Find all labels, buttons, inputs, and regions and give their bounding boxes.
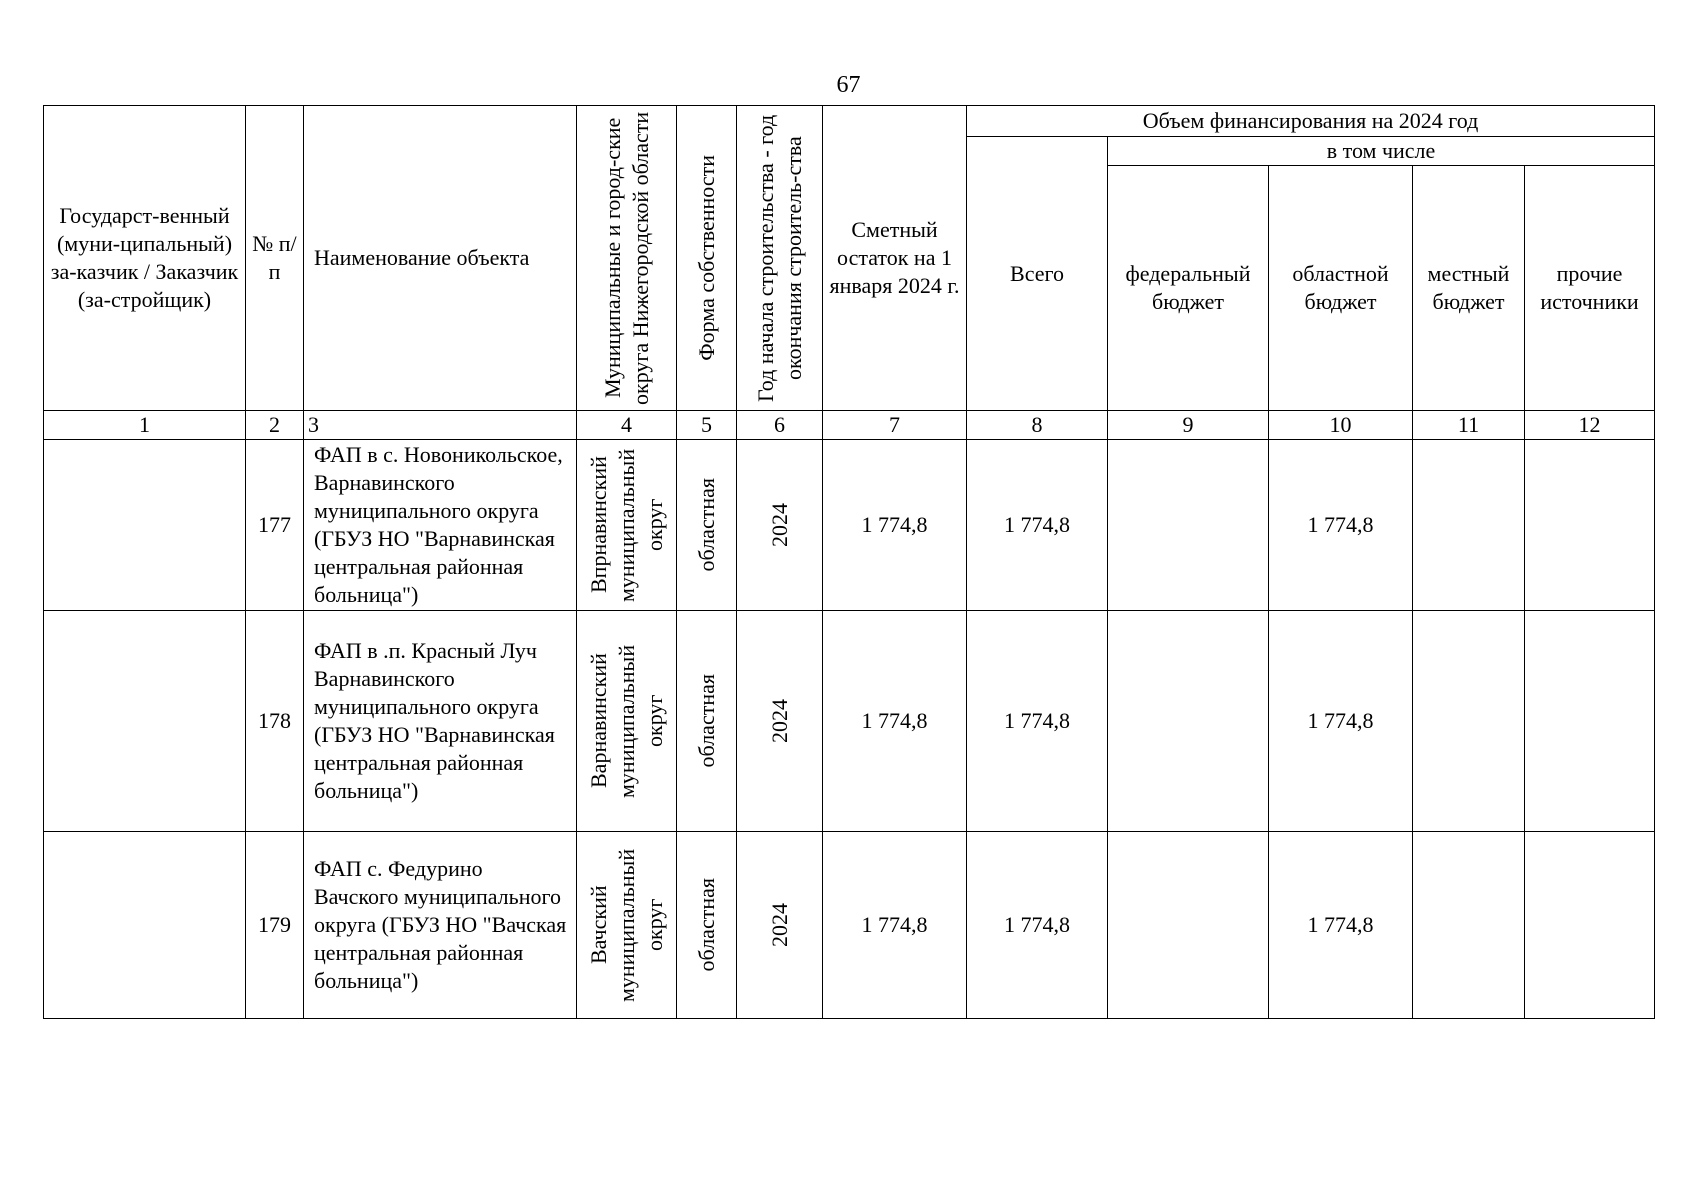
cell-total: 1 774,8 xyxy=(967,832,1108,1019)
column-number: 4 xyxy=(577,411,677,440)
cell-years xyxy=(737,440,823,611)
financing-table xyxy=(43,105,1655,1019)
cell-ownership-text: областная xyxy=(693,478,719,572)
column-number: 7 xyxy=(823,411,967,440)
cell-estimate-balance: 1 774,8 xyxy=(823,440,967,611)
cell-regional: 1 774,8 xyxy=(1269,440,1413,611)
cell-local xyxy=(1413,832,1525,1019)
cell-customer xyxy=(44,611,246,832)
table-row xyxy=(44,611,1655,832)
cell-years xyxy=(737,611,823,832)
cell-other xyxy=(1525,832,1655,1019)
column-number: 1 xyxy=(44,411,246,440)
cell-number: 179 xyxy=(246,832,304,1019)
cell-federal xyxy=(1108,440,1269,611)
cell-local xyxy=(1413,611,1525,832)
header-years-text: Год начала строительства - год окончания строитель-ства xyxy=(752,114,806,402)
cell-municipality xyxy=(577,832,677,1019)
cell-federal xyxy=(1108,832,1269,1019)
table-row xyxy=(44,440,1655,611)
cell-municipality xyxy=(577,440,677,611)
column-number: 9 xyxy=(1108,411,1269,440)
cell-estimate-balance: 1 774,8 xyxy=(823,611,967,832)
cell-ownership xyxy=(677,832,737,1019)
header-estimate-balance: Сметный остаток на 1 января 2024 г. xyxy=(823,106,967,411)
cell-ownership xyxy=(677,611,737,832)
header-object-name: Наименование объекта xyxy=(304,106,577,411)
cell-municipality-text: Вачский муниципальный округ xyxy=(585,848,667,1002)
header-federal: федеральный бюджет xyxy=(1108,166,1269,411)
column-number: 6 xyxy=(737,411,823,440)
header-ownership-text: Форма собственности xyxy=(693,155,719,361)
cell-years-text: 2024 xyxy=(766,903,792,947)
column-number: 11 xyxy=(1413,411,1525,440)
page-number: 67 xyxy=(836,72,861,98)
cell-years-text: 2024 xyxy=(766,699,792,743)
cell-ownership-text: областная xyxy=(693,878,719,972)
column-number: 3 xyxy=(304,411,577,440)
cell-object-name: ФАП в .п. Красный Луч Варнавинского муниципального округа (ГБУЗ НО "Варнавинская центральная районная больница") xyxy=(304,611,577,832)
cell-local xyxy=(1413,440,1525,611)
header-other: прочие источники xyxy=(1525,166,1655,411)
cell-other xyxy=(1525,611,1655,832)
column-number: 12 xyxy=(1525,411,1655,440)
column-number: 8 xyxy=(967,411,1108,440)
header-customer: Государст-венный (муни-ципальный) за-казчик / Заказчик (за-стройщик) xyxy=(44,106,246,411)
cell-object-name: ФАП в с. Новоникольское, Варнавинского муниципального округа (ГБУЗ НО "Варнавинская центральная районная больница") xyxy=(304,440,577,611)
cell-municipality xyxy=(577,611,677,832)
cell-estimate-balance: 1 774,8 xyxy=(823,832,967,1019)
header-regional: областной бюджет xyxy=(1269,166,1413,411)
header-municipality-text: Муниципальные и город-ские округа Нижегородской области xyxy=(599,111,653,405)
column-number-row xyxy=(44,411,1655,440)
cell-object-name: ФАП с. Федурино Вачского муниципального округа (ГБУЗ НО "Вачская центральная районная больница") xyxy=(304,832,577,1019)
cell-years-text: 2024 xyxy=(766,503,792,547)
cell-regional: 1 774,8 xyxy=(1269,611,1413,832)
cell-regional: 1 774,8 xyxy=(1269,832,1413,1019)
header-financing: Объем финансирования на 2024 год xyxy=(967,106,1655,137)
table-row xyxy=(44,832,1655,1019)
cell-customer xyxy=(44,440,246,611)
header-number: № п/п xyxy=(246,106,304,411)
cell-total: 1 774,8 xyxy=(967,440,1108,611)
cell-federal xyxy=(1108,611,1269,832)
cell-years xyxy=(737,832,823,1019)
cell-customer xyxy=(44,832,246,1019)
header-municipality xyxy=(577,106,677,411)
header-ownership xyxy=(677,106,737,411)
cell-number: 178 xyxy=(246,611,304,832)
cell-other xyxy=(1525,440,1655,611)
header-local: местный бюджет xyxy=(1413,166,1525,411)
cell-ownership-text: областная xyxy=(693,674,719,768)
column-number: 10 xyxy=(1269,411,1413,440)
cell-ownership xyxy=(677,440,737,611)
cell-total: 1 774,8 xyxy=(967,611,1108,832)
cell-municipality-text: Впрнавинский муниципальный округ xyxy=(585,448,667,602)
cell-municipality-text: Варнавинский муниципальный округ xyxy=(585,644,667,798)
header-including: в том числе xyxy=(1108,137,1655,166)
column-number: 5 xyxy=(677,411,737,440)
header-years xyxy=(737,106,823,411)
header-total: Всего xyxy=(967,137,1108,411)
cell-number: 177 xyxy=(246,440,304,611)
column-number: 2 xyxy=(246,411,304,440)
